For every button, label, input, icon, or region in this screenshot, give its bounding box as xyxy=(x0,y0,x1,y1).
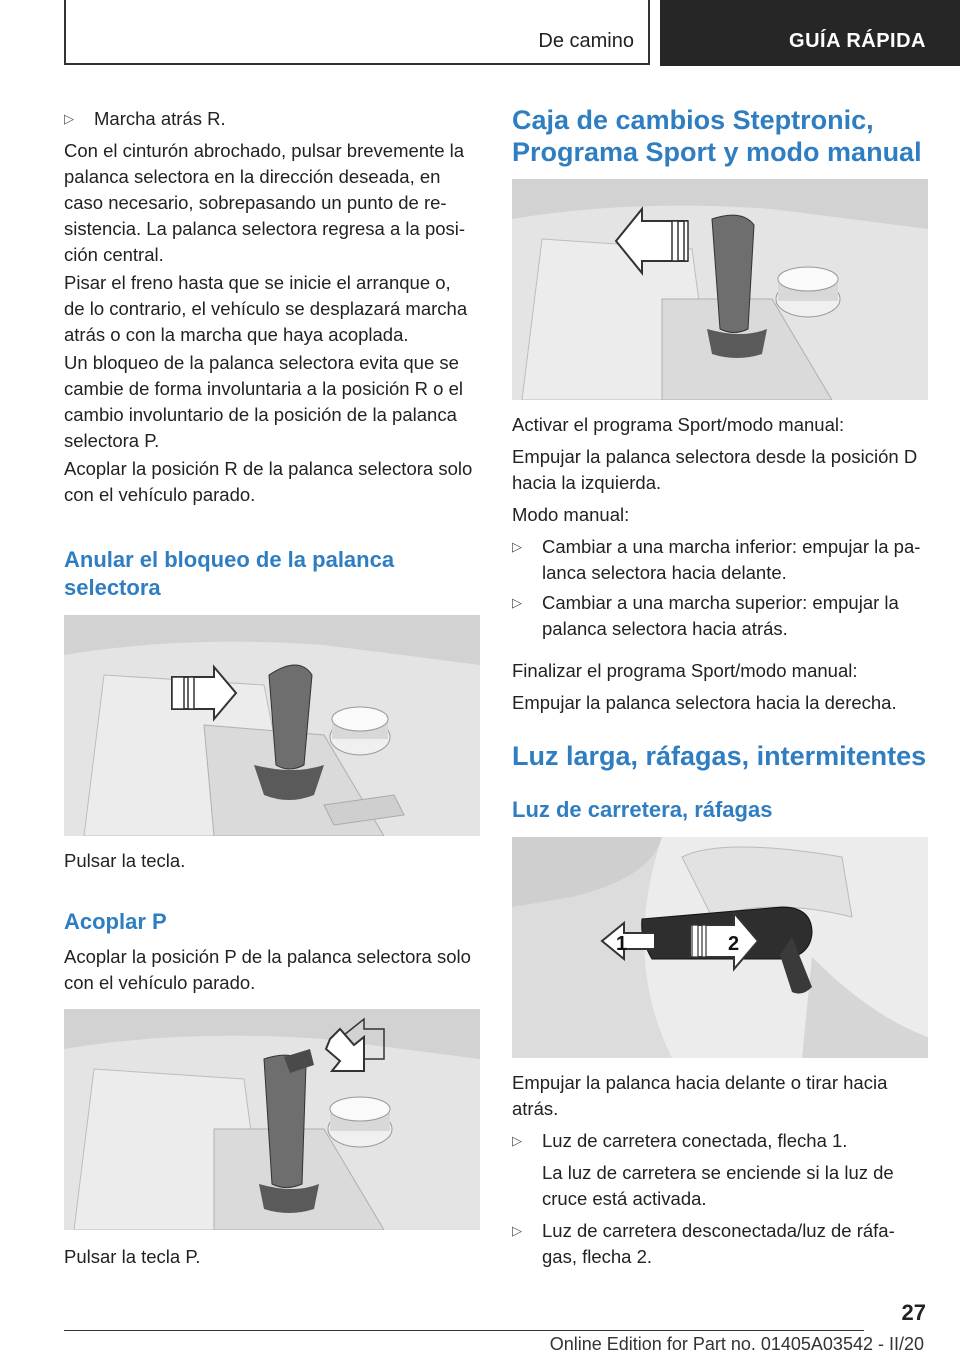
arrow-1-label: 1 xyxy=(616,933,628,955)
heading-steptronic: Caja de cambios Steptronic, Programa Sport y modo manual xyxy=(512,105,922,167)
heading-park: Acoplar P xyxy=(64,909,167,934)
gear-lever-park-photo xyxy=(64,1009,480,1230)
caption-unlock: Pulsar la tecla. xyxy=(64,850,186,871)
paragraph-seatbelt: Con el cinturón abrochado, pulsar brevemente la palanca selectora en la dirección deseada, en caso necesario, sobrepasando un punto de re‐ sistencia. La palanca selectora regresa a la posi‐ ción central. xyxy=(64,140,466,265)
bullet-triangle-icon: ▷ xyxy=(512,1223,522,1238)
note-high-beam-on: La luz de carretera se enciende si la luz de cruce está activada. xyxy=(542,1162,894,1209)
bullet-shift-up: ▷ Cambiar a una marcha superior: empujar la palanca selectora hacia atrás. xyxy=(512,592,899,639)
footer-edition: Online Edition for Part no. 01405A03542 - II/20 xyxy=(549,1334,924,1354)
paragraph-push-right: Empujar la palanca selectora hacia la derecha. xyxy=(512,692,897,713)
gear-lever-unlock-photo xyxy=(64,615,480,836)
paragraph-engage-r: Acoplar la posición R de la palanca selectora solo con el vehículo parado. xyxy=(64,458,473,505)
paragraph-manual: Modo manual: xyxy=(512,504,630,525)
paragraph-brake: Pisar el freno hasta que se inicie el arranque o, de lo contrario, el vehículo se desplazará marcha atrás o con la marcha que haya acoplada. xyxy=(64,272,468,345)
steptronic-lever-illustration xyxy=(512,179,928,400)
header-frame-bottom xyxy=(64,63,650,65)
gear-lever-park-illustration xyxy=(64,1009,480,1230)
header-frame-left xyxy=(64,0,66,64)
paragraph-finish: Finalizar el programa Sport/modo manual: xyxy=(512,660,858,681)
paragraph-push-left: Empujar la palanca selectora desde la posición D hacia la izquierda. xyxy=(512,446,918,493)
paragraph-lever: Empujar la palanca hacia delante o tirar hacia atrás. xyxy=(512,1072,888,1119)
heading-high-beam: Luz de carretera, ráfagas xyxy=(512,797,773,822)
page-number: 27 xyxy=(901,1300,926,1325)
turn-signal-lever-photo xyxy=(512,837,928,1058)
bullet-high-beam-off: ▷ Luz de carretera desconectada/luz de ráfa‐ gas, flecha 2. xyxy=(512,1220,895,1267)
arrow-2-label: 2 xyxy=(728,933,740,955)
bullet-shift-down: ▷ Cambiar a una marcha inferior: empujar la pa‐ lanca selectora hacia delante. xyxy=(512,536,921,583)
turn-signal-lever-illustration xyxy=(512,837,928,1058)
caption-park: Pulsar la tecla P. xyxy=(64,1246,201,1267)
bullet-triangle-icon: ▷ xyxy=(512,1133,522,1148)
bullet-triangle-icon: ▷ xyxy=(512,539,522,554)
paragraph-lock: Un bloqueo de la palanca selectora evita que se cambie de forma involuntaria a la posición R o el cambio involuntario de la posición de la palanca selectora P. xyxy=(64,352,463,451)
paragraph-park: Acoplar la posición P de la palanca selectora solo con el vehículo parado. xyxy=(64,946,471,993)
heading-lights: Luz larga, ráfagas, intermitentes xyxy=(512,741,927,771)
page-header xyxy=(0,0,960,66)
gear-lever-illustration xyxy=(64,615,480,836)
paragraph-activate: Activar el programa Sport/modo manual: xyxy=(512,414,845,435)
guide-tab[interactable]: GUÍA RÁPIDA xyxy=(660,0,960,66)
header-frame-right xyxy=(648,0,650,64)
steptronic-lever-photo xyxy=(512,179,928,400)
bullet-triangle-icon: ▷ xyxy=(512,595,522,610)
heading-unlock: Anular el bloqueo de la palanca selectora xyxy=(64,547,395,600)
footer-divider xyxy=(64,1330,864,1331)
bullet-triangle-icon: ▷ xyxy=(64,111,74,126)
section-label: De camino xyxy=(538,30,634,52)
